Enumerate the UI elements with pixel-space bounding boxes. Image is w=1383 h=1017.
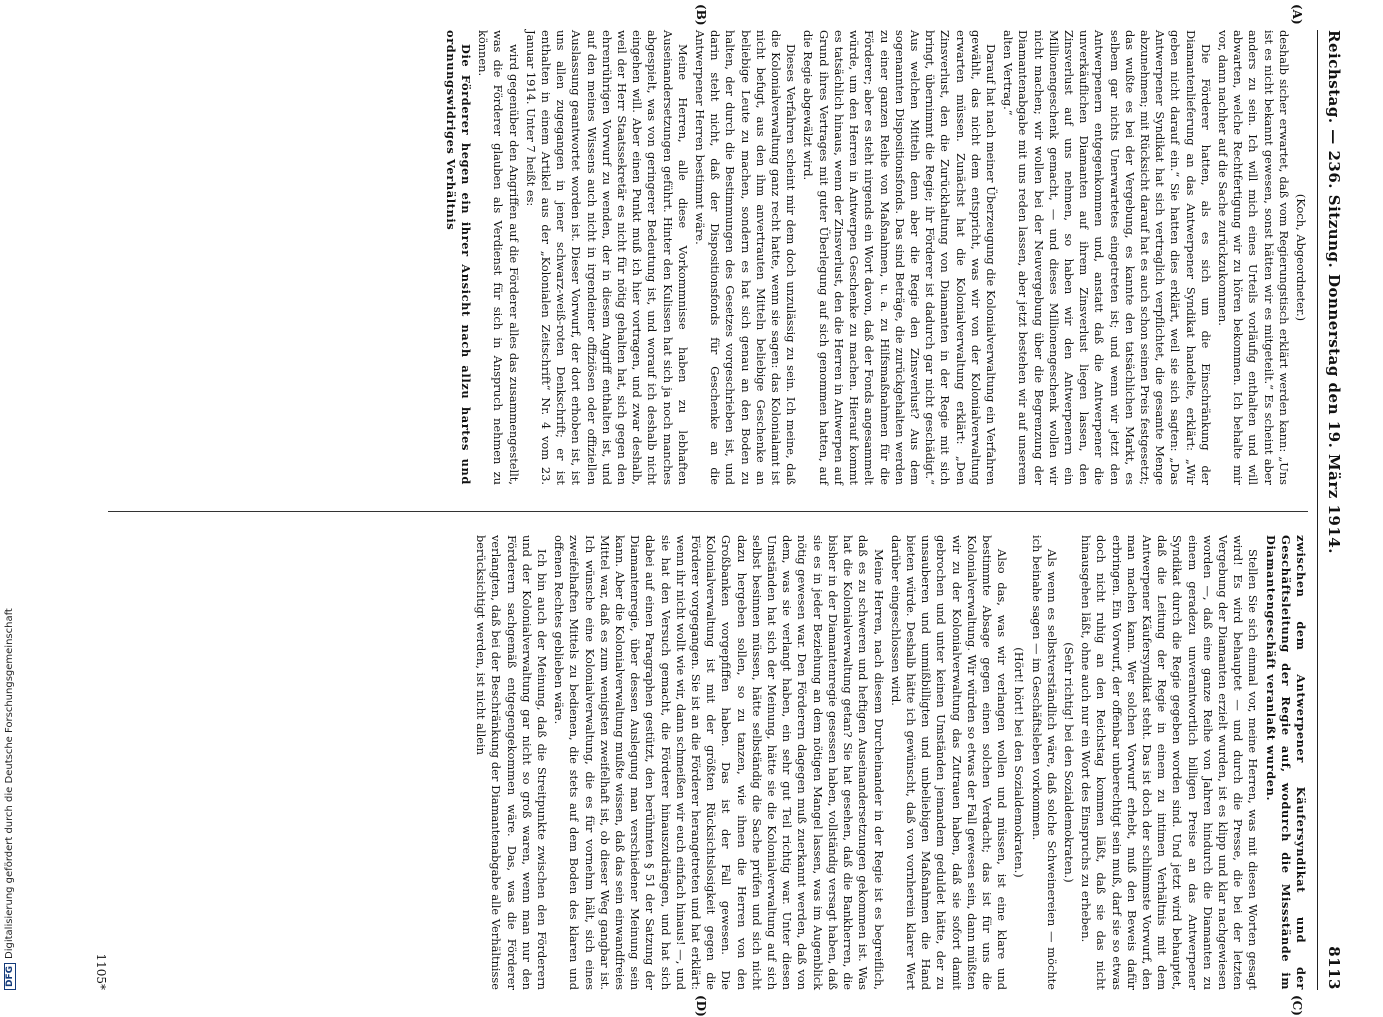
speaker-label: (Koch, Abgeordneter.): [1294, 193, 1308, 322]
page-header: [1320, 30, 1348, 990]
paragraph: Meine Herren, nach diesem Durcheinander in der Regie ist es begreiflich, daß es zu schweren und heftigen Auseinandersetzungen gekommen ist. Was hat die Kolonialverwaltung getan? Sie hat gesehen, daß die Bankherren, die bisher in der Diamantenregie gesessen haben, vollständig versagt haben, daß sie es in jeder Beziehung an dem nötigen Mangel lassen, was im Augenblick nötig gewesen war. Den Förderern dagegen muß zuerkannt werden, daß von dem, was sie verlangt haben, ein sehr gut Teil richtig war. Unter diesen Umständen hat sich der Meinung, hätte sie die Kolonialverwaltung auf sich selbst besinnen müssen, hätte selbständig die Sache prüfen und sich nicht dazu hergeben sollen, so zu tanzen, wie ihnen die Herren von den Großbanken vorgepfiffen haben. Das ist der Fall gewesen. Die Kolonialverwaltung ist mit der größten Rücksichtslosigkeit gegen die Förderer vorgegangen. Sie ist an die Förderer herangetreten und hat erklärt: wenn ihr nicht wollt wie wir, dann schmeißen wir euch einfach hinaus! —, und sie hat den Versuch gemacht, die Förderer hinauszudrängen, und hat sich dabei auf einen Paragraphen gestützt, den berühmten § 51 der Satzung der Diamantenregie, über dessen Auslegung man verschiedener Meinung sein kann. Aber die Kolonialverwaltung mußte wissen, daß das sein einwandfreies Mittel war, daß es zum wenigsten zweifelhaft ist, ob dieser Weg gangbar ist. Ich wünsche eine Kolonialverwaltung, die es für vornehm hält, sich eines zweifelhaften Mittels zu bedienen, die stets auf dem Boden des klaren und offenen Rechtes geblieben wäre.: [552, 535, 886, 990]
margin-marker-d: (D): [694, 995, 708, 1017]
paragraph: Ich bin auch der Meinung, daß die Streitpunkte zwischen den Förderern und der Kolonialverwaltung gar nicht so groß waren, wenn man nur den Förderern sachgemäß entgegengekommen wäre. Das, was die Förderer verlangten, daß bei der Beschränkung der Diamantenabgabe alle Verhältnisse berücksichtigt werden, ist nicht allein: [474, 535, 550, 990]
header-title: Reichstag. — 236. Sitzung. Donnerstag den 19. März 1914.: [1325, 30, 1343, 554]
margin-marker-c: (C): [1290, 995, 1304, 1016]
paragraph: wird gegenüber den Angriffen auf die Förderer alles das zusammengestellt, was die Förderer glauben als Verdienst für sich in Anspruch nehmen zu können.: [476, 30, 521, 485]
margin-marker-a: (A): [1290, 4, 1304, 25]
paragraph-continued: zwischen dem Antwerpener Käufersyndikat und der Geschäftsleitung der Regie auf, wodurch die Missstände im Diamantengeschäft veranlaßt wurden.: [1263, 535, 1308, 990]
column-divider: [108, 511, 1308, 512]
margin-marker-b: (B): [694, 4, 708, 26]
interjection: (Sehr richtig! bei den Sozialdemokraten.): [1061, 642, 1076, 883]
credit-text: Digitalisierung gefördert durch die Deutsche Forschungsgemeinschaft: [4, 608, 15, 959]
paragraph: Also das, was wir verlangen wollen und müssen, ist eine klare und bestimmte Absage gegen einen solchen Verdacht; das ist für uns die Kolonialverwaltung. Wir würden so etwas der Fall gewesen sein, dann müßten wir zu der Kolonialverwaltung das Zutrauen haben, daß sie sofort damit gebrochen und unter keinen Umständen jemandem geduldet hätte, der zu unsauberen und unmißbilligten und unbeliebigen Maßnahmen die Hand bieten würde. Deshalb hätte ich gewünscht, daß von vornherein klarer Wert darüber eingeschlossen wird.: [888, 535, 1010, 990]
paragraph: deshalb sicher erwartet, daß vom Regierungstisch erklärt werden kann: „Uns ist es nicht bekannt gewesen, sonst hätten wir es mitgeteilt.“ Es scheint aber anders zu sein. Ich will mich eines Urteils vorläufig enthalten und will abwarten, welche Rechtfertigung wir zu hören bekommen. Ich behalte mir vor, dann nachher auf die Sache zurückzukommen.: [1215, 30, 1291, 485]
paragraph: Als wenn es selbstverständlich wäre, daß solche Schweinereien — möchte ich beinahe sagen — im Geschäftsleben vorkommen.: [1029, 535, 1059, 990]
rotated-page-content: [48, 4, 1348, 1017]
page-number: 8113: [1325, 946, 1343, 990]
paragraph: Meine Herren, alle diese Vorkommnisse haben zu lebhaften Auseinandersetzungen geführt. Hinter den Kulissen hat sich ja noch manches abgespielt, was von geringerer Bedeutung ist, und worauf ich deshalb nicht eingehen will. Aber einen Punkt muß ich hier vortragen, und zwar deshalb, weil der Herr Staatssekretär es nicht für nötig gehalten hat, sich gegen den ehrenrührigen Vorwurf zu wenden, der in diesem Angriff enthalten ist, und auf den meines Wissens auch nicht in irgendeiner offiziösen oder offiziellen Auslassung geantwortet worden ist. Dieser Vorwurf, der dort erhoben ist, ist uns allen zugegangen in jener schwarz-weiß-roten Denkschrift; er ist enthalten in einem Artikel aus der „Kolonialen Zeitschrift“ Nr. 4 vom 23. Januar 1914. Unter 7 heißt es:: [523, 30, 690, 485]
paragraph: Dieses Verfahren scheint mir dem doch unzulässig zu sein. Ich meine, daß die Kolonialverwaltung ganz recht hatte, wenn sie sagen: das Kolonialamt ist nicht befugt, aus den ihm anvertrauten Mitteln beliebige Geschenke an beliebige Leute zu machen, sondern es hat sich genau an den Boden zu halten, der durch die Bestimmungen des Gesetzes vorgeschrieben ist, und darin steht nicht, daß der Dispositionsfonds für Geschenke an die Antwerpener Herren bestimmt wäre.: [693, 30, 799, 485]
interjection: (Hört! hört! bei den Sozialdemokraten.): [1012, 647, 1027, 878]
paragraph: Die Förderer hatten, als es sich um die Einschränkung der Diamantenlieferung an das Antwerpener Syndikat handelte, erklärt: „Wir geben nicht darauf ein.“ Sie hatten dies erklärt, weil sie sich sagten: „Das Antwerpener Syndikat hat sich vertraglich verpflichtet, die gesamte Menge abzunehmen; mit Rücksicht darauf hat es auch schon seinen Preis festgesetzt; das wußte es bei der Vergebung, es kannte den tatsächlichen Markt, es selbem gar nichts Unerwartetes eingetreten ist; und wenn wir jetzt den Antwerpenern entgegenkommen und, anstatt daß die Antwerpener die unverkäuflichen Diamanten auf ihrem Zinsverlust liegen lassen, den Zinsverlust auf uns nehmen, so haben wir den Antwerpenern ein Millionengeschenk gemacht, — und dieses Millionengeschenk wollen wir nicht machen; wir wollen bei der Neuvergebung über die Begrenzung der Diamantenabgabe mit uns reden lassen, aber jetzt bestehen wir auf unserem alten Vertrag.“: [1001, 30, 1213, 485]
paragraph-quote: Die Förderer hegen ein ihrer Ansicht nach allzu hartes und ordnungswidriges Verhältnis: [443, 30, 474, 485]
right-column: [471, 535, 1308, 990]
page-footer: 1105*: [94, 953, 108, 990]
dfg-logo: DFG: [4, 963, 16, 990]
header-rule: [1317, 30, 1318, 990]
left-column: [441, 30, 1308, 485]
paragraph: Stellen Sie sich einmal vor, meine Herren, was mit diesen Worten gesagt wird! Es wird behauptet — und durch die Presse, die bei der letzten Vergebung der Diamanten erzielt wurden, ist es klipp und klar nachgewiesen worden —, daß eine ganze Reihe von Jahren hindurch die Diamanten zu einem geradezu unverantwortlich billigen Preise an das Antwerpener Syndikat durch die Regie gegeben worden sind. Und jetzt wird behauptet, daß die Leitung der Regie in einem zu intimen Verhältnis mit dem Antwerpener Käufersyndikat steht. Das ist doch der schlimmste Vorwurf, den man machen kann. Wer solchen Vorwurf erhebt, muß den Beweis dafür erbringen. Ein Vorwurf, der offenbar unberechtigt sein muß, darf sie so etwas doch nicht ruhig an den Reichstag kommen läßt, daß sie das nicht hinausgehen läßt, ohne auch nur ein Wort des Einspruchs zu erheben.: [1079, 535, 1261, 990]
paragraph: Darauf hat nach meiner Überzeugung die Kolonialverwaltung ein Verfahren gewählt, das nicht dem entspricht, was wir von der Kolonialverwaltung erwarten müssen. Zunächst hat die Kolonialverwaltung erklärt: „Den Zinsverlust, den die Zurückhaltung von Diamanten in der Regie mit sich bringt, übernimmt die Regie; ihr Förderer ist dadurch gar nicht geschädigt.“ Aus welchen Mitteln denn aber die Regie den Zinsverlust? Aus dem sogenannten Dispositionsfonds. Das sind Beträge, die zurückgehalten werden zu einer ganzen Reihe von Maßnahmen, u. a. zu Hilfsmaßnahmen für die Förderer; aber es steht nirgends ein Wort davon, daß der Fonds angesammelt würde, um den Herren in Antwerpen Geschenke zu machen. Hierauf kommt es tatsächlich hinaus, wenn der Zinsverlust, den die Herren in Antwerpen auf Grund ihres Vertrages mit guter Überlegung auf sich genommen hatten, auf die Regie abgewälzt wird.: [801, 30, 998, 485]
